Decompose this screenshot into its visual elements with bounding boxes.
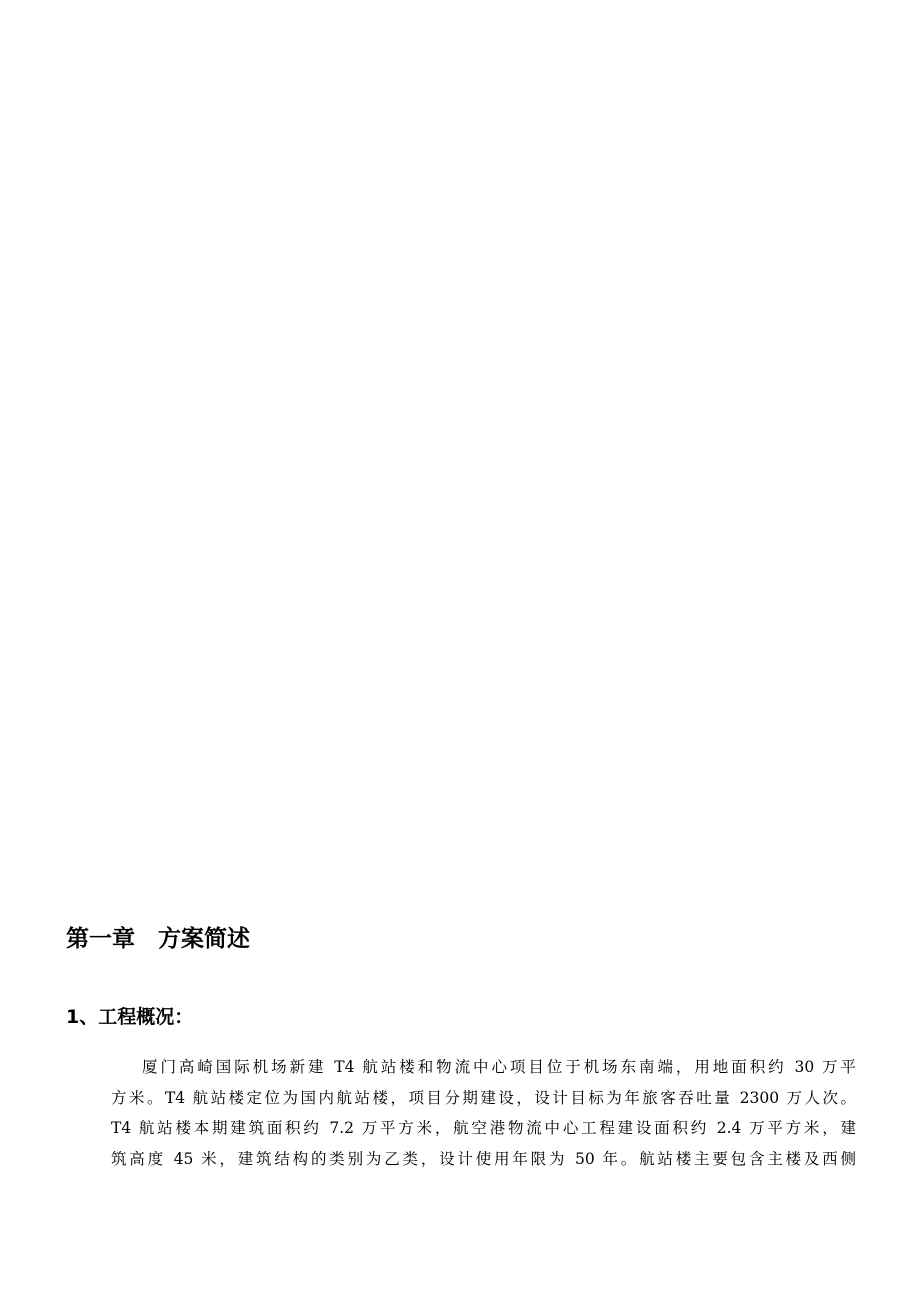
paragraph-line: 筑高度 45 米，建筑结构的类别为乙类，设计使用年限为 50 年。航站楼主要包含主楼及西侧 [111,1149,856,1168]
paragraph-line: 厦门高崎国际机场新建 T4 航站楼和物流中心项目位于机场东南端，用地面积约 30 万平 [142,1058,856,1076]
chapter-title: 第一章 方案简述 [66,926,250,952]
body-paragraph [111,1052,856,1174]
paragraph-line: T4 航站楼本期建筑面积约 7.2 万平方米，航空港物流中心工程建设面积约 2.4 万平方米，建 [111,1119,856,1137]
section-heading: 1、工程概况： [66,1006,194,1028]
paragraph-line: 方米。T4 航站楼定位为国内航站楼，项目分期建设，设计目标为年旅客吞吐量 2300 万人次。 [111,1088,856,1107]
